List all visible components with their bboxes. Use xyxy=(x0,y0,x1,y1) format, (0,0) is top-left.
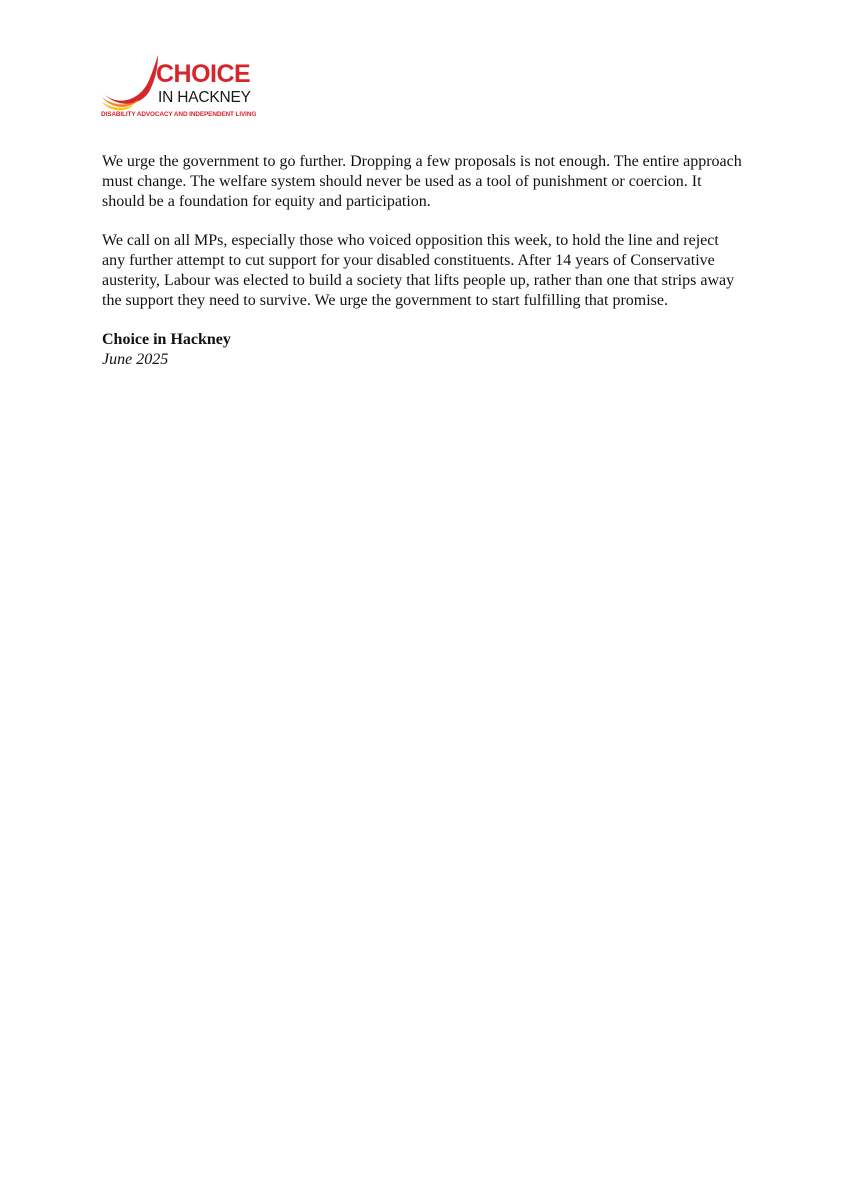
logo-tagline: DISABILITY ADVOCACY AND INDEPENDENT LIVING xyxy=(101,111,257,118)
signature-name: Choice in Hackney xyxy=(102,331,231,348)
letter-body xyxy=(102,152,742,370)
paragraph: We call on all MPs, especially those who voiced opposition this week, to hold the line and reject any further attempt to cut support for your disabled constituents. After 14 years of Conservative austerity, Labour was elected to build a society that lifts people up, rather than one that strips away the support they need to survive. We urge the government to start fulfilling that promise. xyxy=(102,232,735,309)
signature-date: June 2025 xyxy=(102,351,169,368)
logo-subtitle: IN HACKNEY xyxy=(158,89,251,106)
paragraph: We urge the government to go further. Dropping a few proposals is not enough. The entire approach must change. The welfare system should never be used as a tool of punishment or coercion. It should be a foundation for equity and participation. xyxy=(102,153,742,210)
organization-logo xyxy=(100,52,270,124)
logo-title: CHOICE xyxy=(156,60,251,88)
